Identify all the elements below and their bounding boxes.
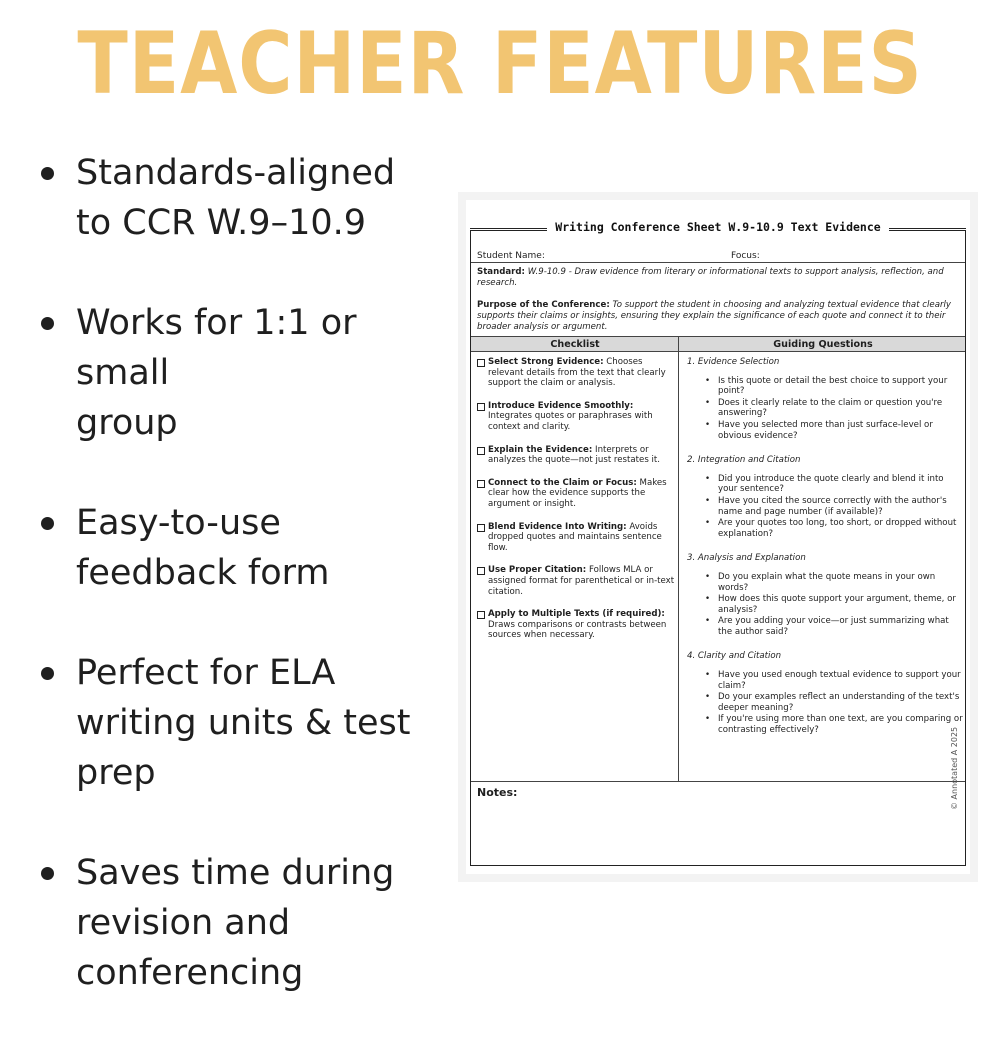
checkbox-icon	[477, 403, 485, 411]
standard-label: Standard:	[477, 267, 525, 277]
column-divider	[678, 336, 679, 781]
guiding-section	[687, 553, 963, 637]
notes-divider	[471, 781, 965, 782]
guiding-question: • Are your quotes too long, too short, or dropped without explanation?	[705, 518, 957, 539]
guiding-question: • Does it clearly relate to the claim or question you're answering?	[705, 397, 943, 419]
checklist-item: Blend Evidence Into Writing: Avoids dropped quotes and maintains sentence flow.	[477, 522, 675, 554]
guiding-section-title: 4. Clarity and Citation	[687, 651, 782, 662]
checkbox-icon	[477, 611, 485, 619]
feature-item	[30, 148, 450, 248]
bullet-icon	[41, 317, 54, 330]
worksheet-title: Writing Conference Sheet W.9-10.9 Text Evidence	[466, 220, 970, 234]
checklist-item: Introduce Evidence Smoothly: Integrates quotes or paraphrases with context and clarity.	[477, 401, 675, 433]
feature-text: Perfect for ELA writing units & test prep	[76, 653, 411, 793]
guiding-header: Guiding Questions	[773, 339, 873, 350]
checkbox-icon	[477, 480, 485, 488]
table-header	[471, 336, 965, 352]
standard-text: W.9-10.9 - Draw evidence from literary or informational texts to support analysis, reflection, and research.	[477, 267, 944, 288]
guiding-section-title: 2. Integration and Citation	[687, 455, 801, 466]
student-name-label: Student Name:	[477, 251, 545, 261]
checklist-item: Select Strong Evidence: Chooses relevant details from the text that clearly support the claim or analysis.	[477, 357, 675, 389]
focus-label: Focus:	[731, 251, 760, 261]
feature-text: Easy-to-use feedback form	[76, 503, 330, 593]
purpose-label: Purpose of the Conference:	[477, 300, 610, 310]
checklist-item: Use Proper Citation: Follows MLA or assigned format for parenthetical or in-text citation.	[477, 565, 675, 597]
guiding-question: • Have you selected more than just surface-level or obvious evidence?	[705, 419, 933, 441]
checkbox-icon	[477, 567, 485, 575]
feature-item	[30, 498, 450, 598]
feature-item	[30, 848, 450, 998]
purpose-text: To support the student in choosing and analyzing textual evidence that clearly supports their claims or insights, ensuring they explain the significance of each quote and connect it to their broader analysis or argument.	[477, 300, 951, 332]
checklist-item: Apply to Multiple Texts (if required): Draws comparisons or contrasts between sources when necessary.	[477, 609, 675, 641]
guiding-question: • Are you adding your voice—or just summarizing what the author said?	[705, 616, 949, 637]
copyright-text: © Annotated A 2025	[950, 726, 959, 810]
checklist-header: Checklist	[550, 339, 600, 350]
guiding-question: • Is this quote or detail the best choice to support your point?	[705, 375, 948, 397]
guiding-question: • If you're using more than one text, are you comparing or contrasting effectively?	[705, 714, 963, 736]
feature-text: Standards-aligned to CCR W.9–10.9	[76, 153, 396, 243]
guiding-column	[687, 357, 963, 750]
bullet-icon	[41, 517, 54, 530]
feature-text: Saves time during revision and conferencing	[76, 853, 395, 993]
guiding-section	[687, 455, 963, 539]
guiding-question: • Have you cited the source correctly with the author's name and page number (if available)?	[705, 495, 947, 517]
feature-list	[30, 148, 450, 1048]
bullet-icon	[41, 867, 54, 880]
feature-item	[30, 298, 450, 448]
guiding-section-title: 1. Evidence Selection	[687, 357, 780, 367]
feature-text: Works for 1:1 or small group	[76, 303, 357, 443]
guiding-section-title: 3. Analysis and Explanation	[687, 553, 806, 564]
worksheet-preview	[458, 192, 978, 882]
bullet-icon	[41, 667, 54, 680]
bullet-icon	[41, 167, 54, 180]
checklist-item: Connect to the Claim or Focus: Makes clear how the evidence supports the argument or insight.	[477, 478, 675, 510]
feature-item	[30, 648, 450, 798]
checklist-item: Explain the Evidence: Interprets or analyzes the quote—not just restates it.	[477, 445, 675, 466]
guiding-question: • How does this quote support your argument, theme, or analysis?	[705, 594, 956, 615]
student-info-row	[471, 239, 965, 263]
guiding-question: • Did you introduce the quote clearly and blend it into your sentence?	[705, 473, 944, 495]
guiding-question: • Have you used enough textual evidence to support your claim?	[705, 670, 961, 691]
headline: TEACHER FEATURES	[77, 14, 923, 114]
checklist-column	[477, 357, 675, 653]
checkbox-icon	[477, 524, 485, 532]
guiding-question: • Do you explain what the quote means in your own words?	[705, 571, 936, 593]
checkbox-icon	[477, 359, 485, 367]
notes-label: Notes:	[477, 786, 518, 799]
guiding-section	[687, 651, 963, 735]
checkbox-icon	[477, 447, 485, 455]
standard-block	[477, 267, 957, 344]
guiding-question: • Do your examples reflect an understanding of the text's deeper meaning?	[705, 692, 960, 713]
worksheet-body	[470, 230, 966, 866]
guiding-section	[687, 357, 963, 441]
worksheet-page	[466, 200, 970, 874]
